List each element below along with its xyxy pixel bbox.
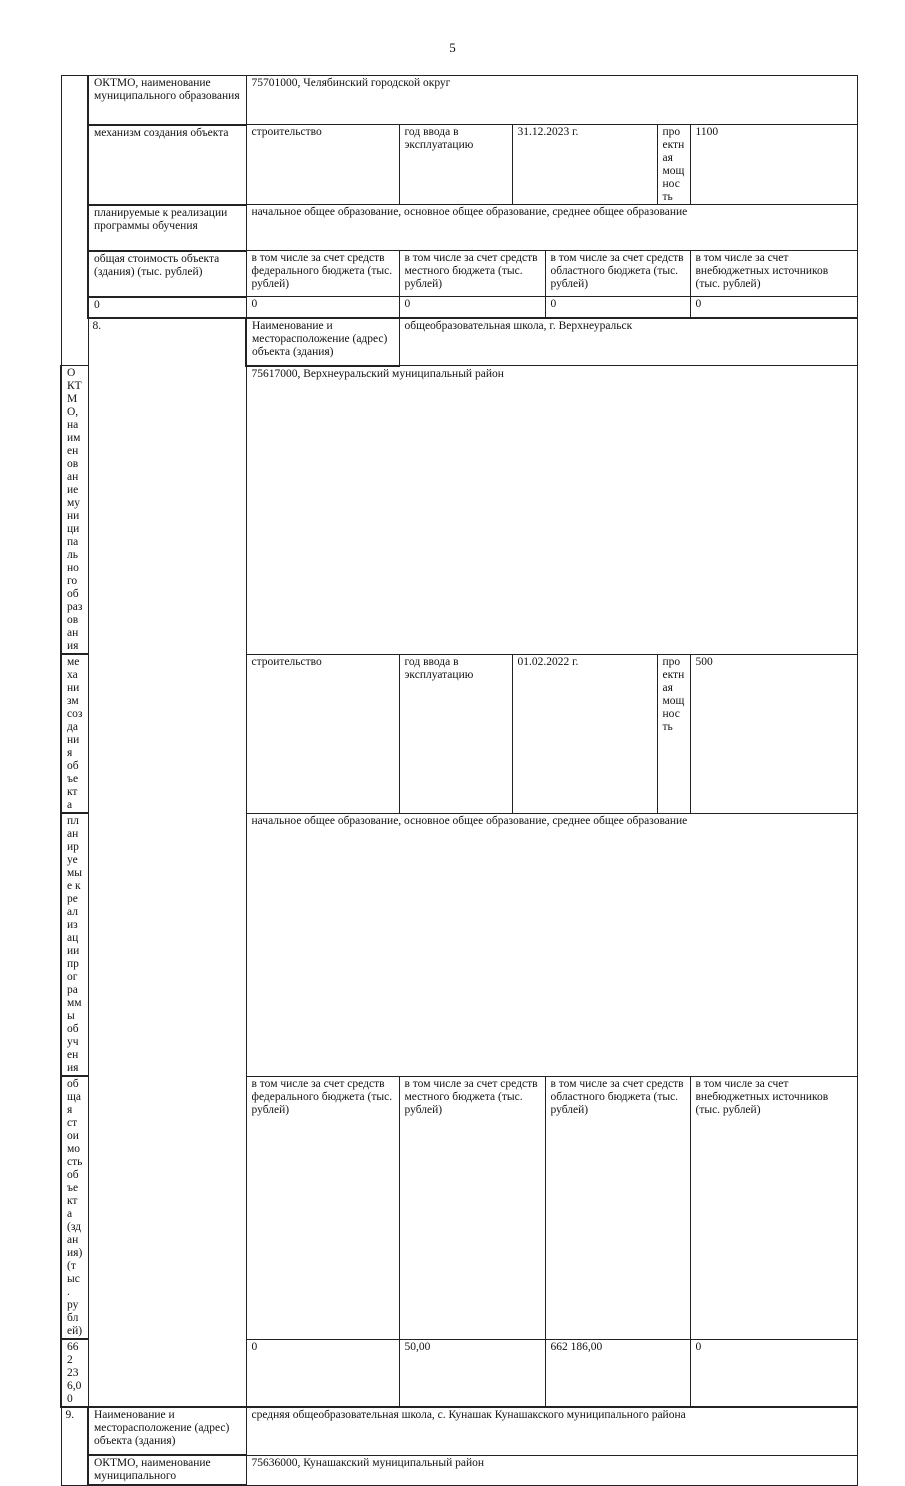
programs-value: начальное общее образование, основное общее образование, среднее общее образование (246, 813, 857, 1076)
table-row (61, 1455, 857, 1485)
year-input-label: год ввода в эксплуатацию (399, 654, 512, 813)
regional-label: в том числе за счет средств областного бюджета (тыс. рублей) (545, 251, 690, 297)
oktmo-label: ОКТМО, наименование муниципального (88, 1455, 246, 1485)
extra-value: 0 (690, 1339, 857, 1407)
capacity-label: проектная мощность (657, 125, 690, 205)
federal-label: в том числе за счет средств федерального бюджета (тыс. рублей) (246, 1076, 399, 1339)
mechanism-label: механизм создания объекта (61, 654, 88, 813)
objects-table (60, 75, 858, 1486)
mechanism-label: механизм создания объекта (88, 125, 246, 205)
total-cost-label: общая стоимость объекта (здания) (тыс. рублей) (61, 1076, 88, 1339)
local-label: в том числе за счет средств местного бюджета (тыс. рублей) (399, 251, 545, 297)
federal-value: 0 (246, 1339, 399, 1407)
extra-value: 0 (690, 297, 857, 318)
regional-value: 662 186,00 (545, 1339, 690, 1407)
capacity-label: проектная мощность (657, 654, 690, 813)
programs-label: планируемые к реализации программы обучения (61, 813, 88, 1076)
local-label: в том числе за счет средств местного бюджета (тыс. рублей) (399, 1076, 545, 1339)
total-cost-value: 662 236,00 (61, 1339, 88, 1407)
oktmo-label: ОКТМО, наименование муниципального образования (61, 366, 88, 655)
row-number: 9. (61, 1407, 88, 1485)
federal-value: 0 (246, 297, 399, 318)
capacity-value: 1100 (690, 125, 857, 205)
table-row (61, 76, 857, 125)
capacity-value: 500 (690, 654, 857, 813)
year-input-value: 31.12.2023 г. (512, 125, 657, 205)
table-row (61, 1407, 857, 1455)
extra-label: в том числе за счет внебюджетных источников (тыс. рублей) (690, 1076, 857, 1339)
table-row (61, 205, 857, 251)
name-location-label: Наименование и месторасположение (адрес) объекта (здания) (88, 1407, 246, 1455)
name-location-value: средняя общеобразовательная школа, с. Кунашак Кунашакского муниципального района (246, 1407, 857, 1455)
programs-value: начальное общее образование, основное общее образование, среднее общее образование (246, 205, 857, 251)
page-number: 5 (449, 40, 456, 55)
oktmo-value: 75701000, Челябинский городской округ (246, 76, 857, 125)
year-input-value: 01.02.2022 г. (512, 654, 657, 813)
local-value: 50,00 (399, 1339, 545, 1407)
year-input-label: год ввода в эксплуатацию (399, 125, 512, 205)
table-row (61, 297, 857, 318)
row-number: 8. (88, 318, 246, 1408)
table-row (61, 251, 857, 297)
oktmo-value: 75617000, Верхнеуральский муниципальный район (246, 366, 857, 655)
total-cost-value: 0 (88, 297, 246, 318)
programs-label: планируемые к реализации программы обучения (88, 205, 246, 251)
federal-label: в том числе за счет средств федерального бюджета (тыс. рублей) (246, 251, 399, 297)
table-row (61, 318, 857, 366)
regional-value: 0 (545, 297, 690, 318)
local-value: 0 (399, 297, 545, 318)
regional-label: в том числе за счет средств областного бюджета (тыс. рублей) (545, 1076, 690, 1339)
table-row (61, 125, 857, 205)
row-number-cell (61, 76, 88, 366)
name-location-label: Наименование и месторасположение (адрес) объекта (здания) (246, 318, 399, 366)
name-location-value: общеобразовательная школа, г. Верхнеуральск (399, 318, 857, 366)
mechanism-value: строительство (246, 654, 399, 813)
oktmo-value: 75636000, Кунашакский муниципальный район (246, 1455, 857, 1485)
mechanism-value: строительство (246, 125, 399, 205)
total-cost-label: общая стоимость объекта (здания) (тыс. рублей) (88, 251, 246, 297)
extra-label: в том числе за счет внебюджетных источников (тыс. рублей) (690, 251, 857, 297)
oktmo-label: ОКТМО, наименование муниципального образования (88, 76, 246, 125)
